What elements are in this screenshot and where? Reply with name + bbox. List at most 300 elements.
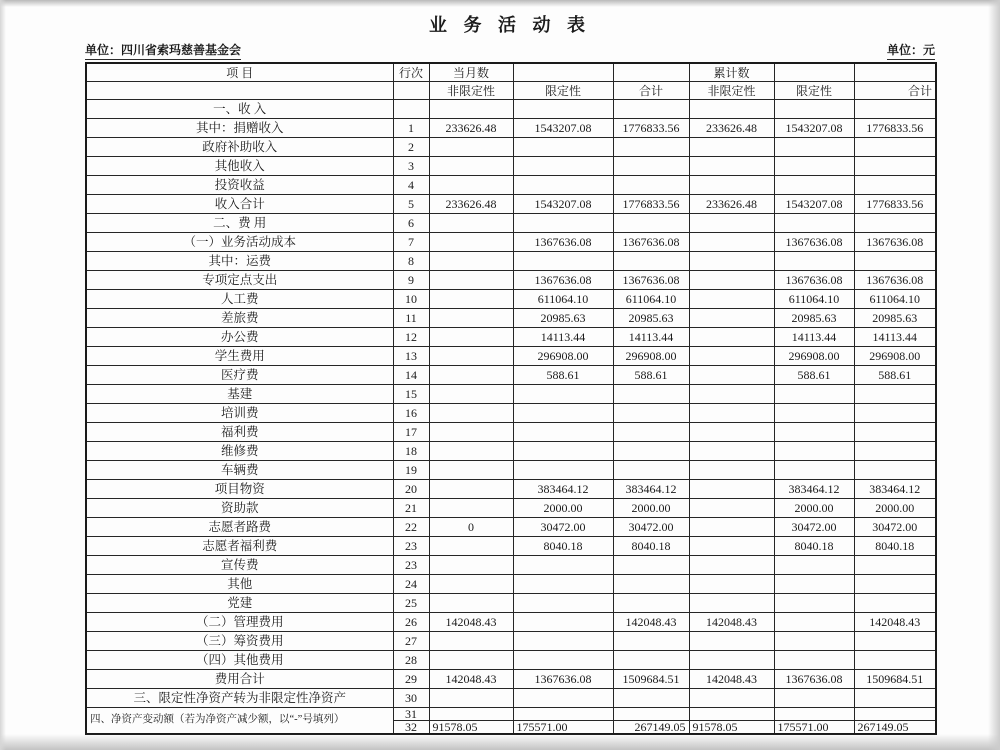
value-cell: [429, 575, 513, 594]
value-cell: [854, 252, 936, 271]
value-cell: [513, 385, 613, 404]
value-cell: [774, 461, 854, 480]
value-cell: [513, 252, 613, 271]
item-cell: 培训费: [86, 404, 393, 423]
value-cell: [854, 404, 936, 423]
org-unit-label: 单位：四川省索玛慈善基金会: [85, 41, 241, 60]
value-cell: 175571.00: [774, 721, 854, 735]
value-cell: [429, 632, 513, 651]
value-cell: [689, 385, 774, 404]
value-cell: [774, 404, 854, 423]
value-cell: [613, 214, 689, 233]
value-cell: [689, 252, 774, 271]
table-row: [86, 404, 936, 423]
table-row: [86, 575, 936, 594]
value-cell: 296908.00: [613, 347, 689, 366]
value-cell: [689, 328, 774, 347]
value-cell: 588.61: [613, 366, 689, 385]
value-cell: 1367636.08: [513, 233, 613, 252]
value-cell: [689, 366, 774, 385]
value-cell: [513, 689, 613, 708]
business-activity-table: [85, 62, 937, 735]
value-cell: 233626.48: [689, 119, 774, 138]
value-cell: [613, 708, 689, 721]
value-cell: [513, 651, 613, 670]
value-cell: [689, 157, 774, 176]
value-cell: 611064.10: [774, 290, 854, 309]
value-cell: 20985.63: [513, 309, 613, 328]
value-cell: [774, 594, 854, 613]
value-cell: 588.61: [774, 366, 854, 385]
value-cell: 14113.44: [613, 328, 689, 347]
line-number-cell: 19: [393, 461, 429, 480]
value-cell: [513, 594, 613, 613]
value-cell: [854, 214, 936, 233]
currency-unit-label: 单位：元: [887, 41, 935, 60]
table-row: [86, 328, 936, 347]
value-cell: 233626.48: [429, 195, 513, 214]
line-number-cell: 32: [393, 721, 429, 735]
line-number-cell: 7: [393, 233, 429, 252]
value-cell: [513, 708, 613, 721]
line-number-cell: 27: [393, 632, 429, 651]
value-cell: [513, 138, 613, 157]
line-number-cell: 15: [393, 385, 429, 404]
value-cell: [774, 442, 854, 461]
line-number-cell: 12: [393, 328, 429, 347]
value-cell: 588.61: [513, 366, 613, 385]
value-cell: [689, 651, 774, 670]
line-number-cell: 21: [393, 499, 429, 518]
scan-edge-top: [0, 0, 1000, 7]
value-cell: 20985.63: [774, 309, 854, 328]
line-number-cell: 14: [393, 366, 429, 385]
table-row: [86, 309, 936, 328]
value-cell: [689, 632, 774, 651]
value-cell: [689, 556, 774, 575]
value-cell: 1367636.08: [513, 670, 613, 689]
value-cell: [429, 404, 513, 423]
table-row: [86, 347, 936, 366]
value-cell: [613, 461, 689, 480]
table-row: [86, 290, 936, 309]
value-cell: [689, 100, 774, 119]
value-cell: [689, 594, 774, 613]
value-cell: [429, 651, 513, 670]
header-empty-cell: [613, 63, 689, 82]
value-cell: [513, 442, 613, 461]
table-row: [86, 214, 936, 233]
value-cell: [613, 442, 689, 461]
value-cell: [429, 499, 513, 518]
item-cell: 其中：运费: [86, 252, 393, 271]
scan-edge-bottom: [0, 734, 1000, 750]
value-cell: [429, 176, 513, 195]
value-cell: [613, 575, 689, 594]
value-cell: [613, 632, 689, 651]
table-row: [86, 271, 936, 290]
line-number-cell: 10: [393, 290, 429, 309]
value-cell: 142048.43: [689, 613, 774, 632]
value-cell: [429, 271, 513, 290]
header-total-cumulative: 合计: [854, 82, 936, 100]
value-cell: 142048.43: [429, 613, 513, 632]
header-current-month: 当月数: [429, 63, 513, 82]
value-cell: [513, 157, 613, 176]
table-row: [86, 670, 936, 689]
value-cell: [513, 613, 613, 632]
table-row: [86, 613, 936, 632]
table-row: [86, 119, 936, 138]
item-cell: 四、净资产变动额（若为净资产减少额，以“-”号填列）: [86, 708, 393, 735]
value-cell: [854, 157, 936, 176]
value-cell: 1367636.08: [774, 670, 854, 689]
item-cell: 资助款: [86, 499, 393, 518]
line-number-cell: 8: [393, 252, 429, 271]
value-cell: [854, 100, 936, 119]
line-number-cell: 26: [393, 613, 429, 632]
value-cell: 1367636.08: [613, 271, 689, 290]
value-cell: [854, 689, 936, 708]
item-cell: 政府补助收入: [86, 138, 393, 157]
table-row: [86, 518, 936, 537]
value-cell: [854, 651, 936, 670]
value-cell: 142048.43: [613, 613, 689, 632]
value-cell: 296908.00: [774, 347, 854, 366]
header-empty-cell: [393, 82, 429, 100]
line-number-cell: 6: [393, 214, 429, 233]
header-empty-cell: [86, 82, 393, 100]
item-cell: （三）筹资费用: [86, 632, 393, 651]
table-row: [86, 537, 936, 556]
table-row: [86, 651, 936, 670]
line-number-cell: 28: [393, 651, 429, 670]
header-row-subcolumns: [86, 82, 936, 100]
header-cumulative: 累计数: [689, 63, 774, 82]
table-row: [86, 499, 936, 518]
value-cell: [774, 100, 854, 119]
item-cell: 福利费: [86, 423, 393, 442]
value-cell: [689, 499, 774, 518]
item-cell: 三、限定性净资产转为非限定性净资产: [86, 689, 393, 708]
value-cell: 1367636.08: [513, 271, 613, 290]
value-cell: 383464.12: [613, 480, 689, 499]
value-cell: [774, 214, 854, 233]
value-cell: [774, 689, 854, 708]
value-cell: [613, 689, 689, 708]
value-cell: [613, 423, 689, 442]
line-number-cell: 24: [393, 575, 429, 594]
header-unrestricted-month: 非限定性: [429, 82, 513, 100]
table-row: [86, 195, 936, 214]
value-cell: [513, 214, 613, 233]
table-row: [86, 461, 936, 480]
value-cell: [854, 442, 936, 461]
value-cell: 1776833.56: [613, 119, 689, 138]
value-cell: 296908.00: [854, 347, 936, 366]
value-cell: 142048.43: [429, 670, 513, 689]
value-cell: [774, 138, 854, 157]
unit-row: [85, 42, 935, 60]
item-cell: 其他收入: [86, 157, 393, 176]
item-cell: 志愿者路费: [86, 518, 393, 537]
value-cell: [854, 594, 936, 613]
item-cell: 一、收 入: [86, 100, 393, 119]
line-number-cell: 23: [393, 537, 429, 556]
value-cell: 8040.18: [513, 537, 613, 556]
value-cell: [774, 176, 854, 195]
table-row: [86, 556, 936, 575]
value-cell: [854, 138, 936, 157]
table-row: [86, 176, 936, 195]
item-cell: 学生费用: [86, 347, 393, 366]
value-cell: 30472.00: [513, 518, 613, 537]
value-cell: 1543207.08: [774, 195, 854, 214]
value-cell: [429, 290, 513, 309]
line-number-cell: 5: [393, 195, 429, 214]
value-cell: 1509684.51: [613, 670, 689, 689]
value-cell: 1543207.08: [774, 119, 854, 138]
value-cell: [513, 461, 613, 480]
value-cell: [854, 632, 936, 651]
value-cell: 20985.63: [613, 309, 689, 328]
value-cell: [689, 309, 774, 328]
value-cell: [513, 176, 613, 195]
value-cell: [513, 100, 613, 119]
line-number-cell: 23: [393, 556, 429, 575]
value-cell: 2000.00: [513, 499, 613, 518]
value-cell: 30472.00: [774, 518, 854, 537]
value-cell: 383464.12: [854, 480, 936, 499]
value-cell: [854, 575, 936, 594]
header-row-groups: [86, 63, 936, 82]
value-cell: 175571.00: [513, 721, 613, 735]
value-cell: [774, 613, 854, 632]
value-cell: [613, 385, 689, 404]
value-cell: 14113.44: [774, 328, 854, 347]
value-cell: [689, 689, 774, 708]
header-empty-cell: [774, 63, 854, 82]
table-row: [86, 157, 936, 176]
value-cell: [429, 347, 513, 366]
value-cell: 30472.00: [854, 518, 936, 537]
value-cell: [429, 537, 513, 556]
item-cell: 基建: [86, 385, 393, 404]
value-cell: [689, 290, 774, 309]
value-cell: [429, 423, 513, 442]
value-cell: [513, 556, 613, 575]
value-cell: [689, 575, 774, 594]
value-cell: 1776833.56: [854, 119, 936, 138]
header-line-no: 行次: [393, 63, 429, 82]
line-number-cell: 11: [393, 309, 429, 328]
line-number-cell: 25: [393, 594, 429, 613]
line-number-cell: 17: [393, 423, 429, 442]
value-cell: [689, 404, 774, 423]
line-number-cell: 2: [393, 138, 429, 157]
item-cell: 志愿者福利费: [86, 537, 393, 556]
value-cell: [689, 442, 774, 461]
value-cell: 91578.05: [429, 721, 513, 735]
value-cell: [854, 556, 936, 575]
value-cell: [613, 176, 689, 195]
value-cell: [774, 385, 854, 404]
value-cell: [613, 252, 689, 271]
document-content: [85, 12, 935, 735]
item-cell: （二）管理费用: [86, 613, 393, 632]
item-cell: （一）业务活动成本: [86, 233, 393, 252]
value-cell: 2000.00: [854, 499, 936, 518]
header-empty-cell: [513, 63, 613, 82]
line-number-cell: 3: [393, 157, 429, 176]
line-number-cell: 16: [393, 404, 429, 423]
value-cell: 611064.10: [613, 290, 689, 309]
item-cell: 其他: [86, 575, 393, 594]
value-cell: 0: [429, 518, 513, 537]
value-cell: 233626.48: [689, 195, 774, 214]
value-cell: 14113.44: [854, 328, 936, 347]
value-cell: [689, 176, 774, 195]
item-cell: 人工费: [86, 290, 393, 309]
value-cell: 1543207.08: [513, 119, 613, 138]
table-row: [86, 480, 936, 499]
value-cell: [613, 138, 689, 157]
value-cell: [774, 708, 854, 721]
value-cell: 14113.44: [513, 328, 613, 347]
value-cell: [429, 689, 513, 708]
value-cell: [429, 556, 513, 575]
value-cell: 20985.63: [854, 309, 936, 328]
table-row: [86, 594, 936, 613]
item-cell: 费用合计: [86, 670, 393, 689]
item-cell: 维修费: [86, 442, 393, 461]
item-cell: （四）其他费用: [86, 651, 393, 670]
value-cell: [689, 537, 774, 556]
value-cell: [613, 404, 689, 423]
page-title: 业 务 活 动 表: [429, 15, 591, 35]
value-cell: [429, 594, 513, 613]
value-cell: 8040.18: [854, 537, 936, 556]
value-cell: 2000.00: [774, 499, 854, 518]
value-cell: [774, 556, 854, 575]
table-row: [86, 689, 936, 708]
line-number-cell: 13: [393, 347, 429, 366]
line-number-cell: 22: [393, 518, 429, 537]
item-cell: 项目物资: [86, 480, 393, 499]
item-cell: 投资收益: [86, 176, 393, 195]
item-cell: 医疗费: [86, 366, 393, 385]
value-cell: [613, 157, 689, 176]
value-cell: [613, 556, 689, 575]
item-cell: 专项定点支出: [86, 271, 393, 290]
value-cell: 2000.00: [613, 499, 689, 518]
item-cell: 收入合计: [86, 195, 393, 214]
value-cell: [429, 233, 513, 252]
value-cell: [689, 708, 774, 721]
value-cell: [774, 651, 854, 670]
line-number-cell: 1: [393, 119, 429, 138]
value-cell: 8040.18: [613, 537, 689, 556]
value-cell: 611064.10: [513, 290, 613, 309]
line-number-cell: 30: [393, 689, 429, 708]
value-cell: 383464.12: [513, 480, 613, 499]
value-cell: [613, 651, 689, 670]
line-number-cell: 20: [393, 480, 429, 499]
value-cell: 267149.05: [613, 721, 689, 735]
table-row: [86, 138, 936, 157]
value-cell: [689, 347, 774, 366]
value-cell: 1776833.56: [854, 195, 936, 214]
value-cell: [429, 100, 513, 119]
item-cell: 办公费: [86, 328, 393, 347]
value-cell: 588.61: [854, 366, 936, 385]
value-cell: 1509684.51: [854, 670, 936, 689]
value-cell: [429, 442, 513, 461]
value-cell: [854, 423, 936, 442]
value-cell: [689, 518, 774, 537]
line-number-cell: 31: [393, 708, 429, 721]
value-cell: 91578.05: [689, 721, 774, 735]
table-row: [86, 385, 936, 404]
table-body: [86, 100, 936, 735]
table-row: [86, 423, 936, 442]
value-cell: [429, 252, 513, 271]
header-total-month: 合计: [613, 82, 689, 100]
item-cell: 宣传费: [86, 556, 393, 575]
table-row: [86, 233, 936, 252]
value-cell: [429, 480, 513, 499]
value-cell: [774, 252, 854, 271]
table-row: [86, 100, 936, 119]
header-empty-cell: [854, 63, 936, 82]
value-cell: [613, 100, 689, 119]
scan-edge-left: [0, 0, 6, 750]
value-cell: [429, 328, 513, 347]
value-cell: [689, 214, 774, 233]
value-cell: [854, 385, 936, 404]
value-cell: 8040.18: [774, 537, 854, 556]
table-header: [86, 63, 936, 100]
value-cell: 1367636.08: [854, 233, 936, 252]
line-number-cell: 18: [393, 442, 429, 461]
scan-edge-right: [988, 0, 1000, 750]
table-row: [86, 442, 936, 461]
table-row: [86, 252, 936, 271]
value-cell: [774, 157, 854, 176]
header-item: 项 目: [86, 63, 393, 82]
value-cell: [429, 138, 513, 157]
value-cell: 142048.43: [854, 613, 936, 632]
value-cell: 233626.48: [429, 119, 513, 138]
value-cell: [689, 480, 774, 499]
value-cell: [689, 138, 774, 157]
value-cell: 142048.43: [689, 670, 774, 689]
value-cell: 30472.00: [613, 518, 689, 537]
value-cell: [854, 461, 936, 480]
value-cell: 1776833.56: [613, 195, 689, 214]
value-cell: 1367636.08: [613, 233, 689, 252]
table-row: [86, 366, 936, 385]
item-cell: 党建: [86, 594, 393, 613]
item-cell: 差旅费: [86, 309, 393, 328]
value-cell: [513, 404, 613, 423]
line-number-cell: 4: [393, 176, 429, 195]
line-number-cell: 29: [393, 670, 429, 689]
value-cell: [854, 708, 936, 721]
line-number-cell: [393, 100, 429, 119]
value-cell: [429, 366, 513, 385]
header-unrestricted-cumulative: 非限定性: [689, 82, 774, 100]
